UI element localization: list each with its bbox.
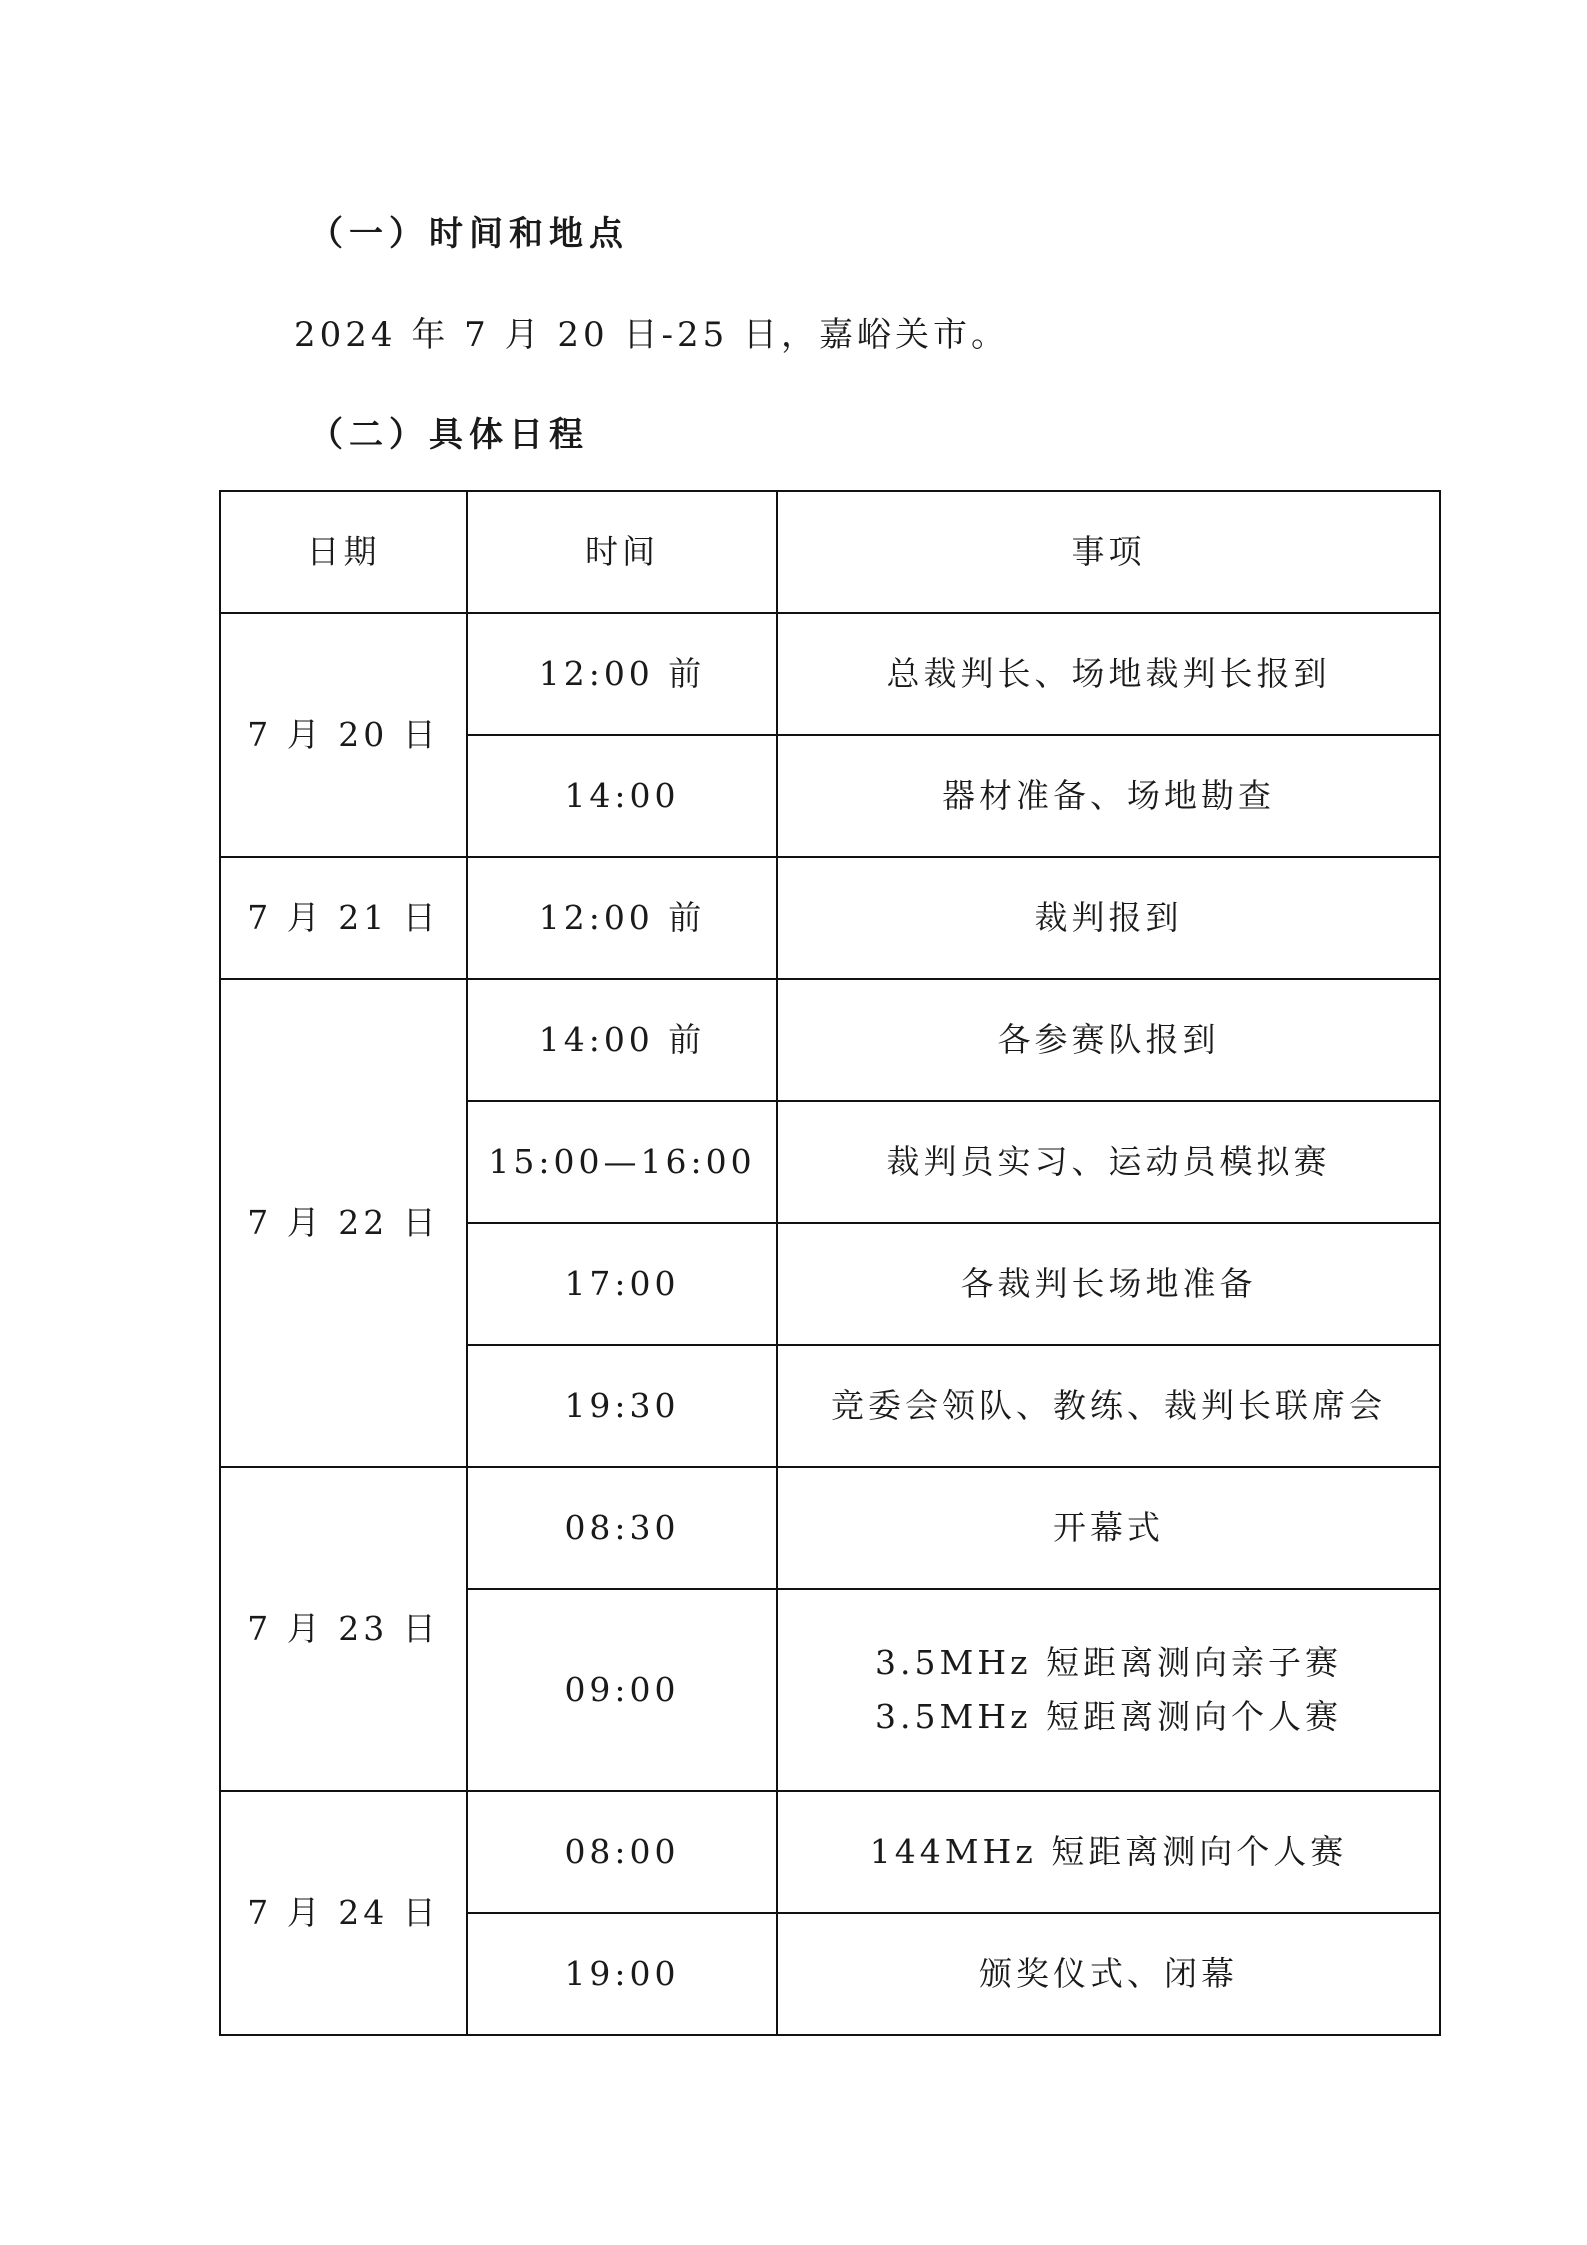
- date-cell: 7 月 20 日: [220, 613, 467, 857]
- header-time: 时间: [467, 491, 777, 613]
- date-cell: 7 月 21 日: [220, 857, 467, 979]
- section-heading-time-place: （一）时间和地点: [309, 214, 629, 254]
- item-cell: 开幕式: [777, 1467, 1440, 1589]
- time-cell: 09:00: [467, 1589, 777, 1791]
- time-cell: 14:00: [467, 735, 777, 857]
- table-row: [220, 1467, 1440, 1589]
- time-cell: 12:00 前: [467, 613, 777, 735]
- item-cell: 各裁判长场地准备: [777, 1223, 1440, 1345]
- item-cell: 144MHz 短距离测向个人赛: [777, 1791, 1440, 1913]
- time-place-text: 2024 年 7 月 20 日-25 日，嘉峪关市。: [294, 315, 1010, 355]
- table-row: [220, 613, 1440, 735]
- time-cell: 19:00: [467, 1913, 777, 2035]
- time-cell: 14:00 前: [467, 979, 777, 1101]
- item-cell: 竞委会领队、教练、裁判长联席会: [777, 1345, 1440, 1467]
- item-cell: 各参赛队报到: [777, 979, 1440, 1101]
- item-cell: 器材准备、场地勘查: [777, 735, 1440, 857]
- header-item: 事项: [777, 491, 1440, 613]
- time-cell: 19:30: [467, 1345, 777, 1467]
- table-row: [220, 1791, 1440, 1913]
- schedule-table: [219, 490, 1441, 2036]
- table-row: [220, 857, 1440, 979]
- header-date: 日期: [220, 491, 467, 613]
- table-row: [220, 979, 1440, 1101]
- time-cell: 12:00 前: [467, 857, 777, 979]
- date-cell: 7 月 22 日: [220, 979, 467, 1467]
- table-header-row: [220, 491, 1440, 613]
- item-cell: 裁判报到: [777, 857, 1440, 979]
- item-cell: 总裁判长、场地裁判长报到: [777, 613, 1440, 735]
- item-cell: 3.5MHz 短距离测向亲子赛 3.5MHz 短距离测向个人赛: [777, 1589, 1440, 1791]
- item-cell: 颁奖仪式、闭幕: [777, 1913, 1440, 2035]
- section-heading-schedule: （二）具体日程: [309, 415, 589, 455]
- time-cell: 08:30: [467, 1467, 777, 1589]
- time-cell: 08:00: [467, 1791, 777, 1913]
- time-cell: 15:00—16:00: [467, 1101, 777, 1223]
- date-cell: 7 月 24 日: [220, 1791, 467, 2035]
- item-cell: 裁判员实习、运动员模拟赛: [777, 1101, 1440, 1223]
- time-cell: 17:00: [467, 1223, 777, 1345]
- date-cell: 7 月 23 日: [220, 1467, 467, 1791]
